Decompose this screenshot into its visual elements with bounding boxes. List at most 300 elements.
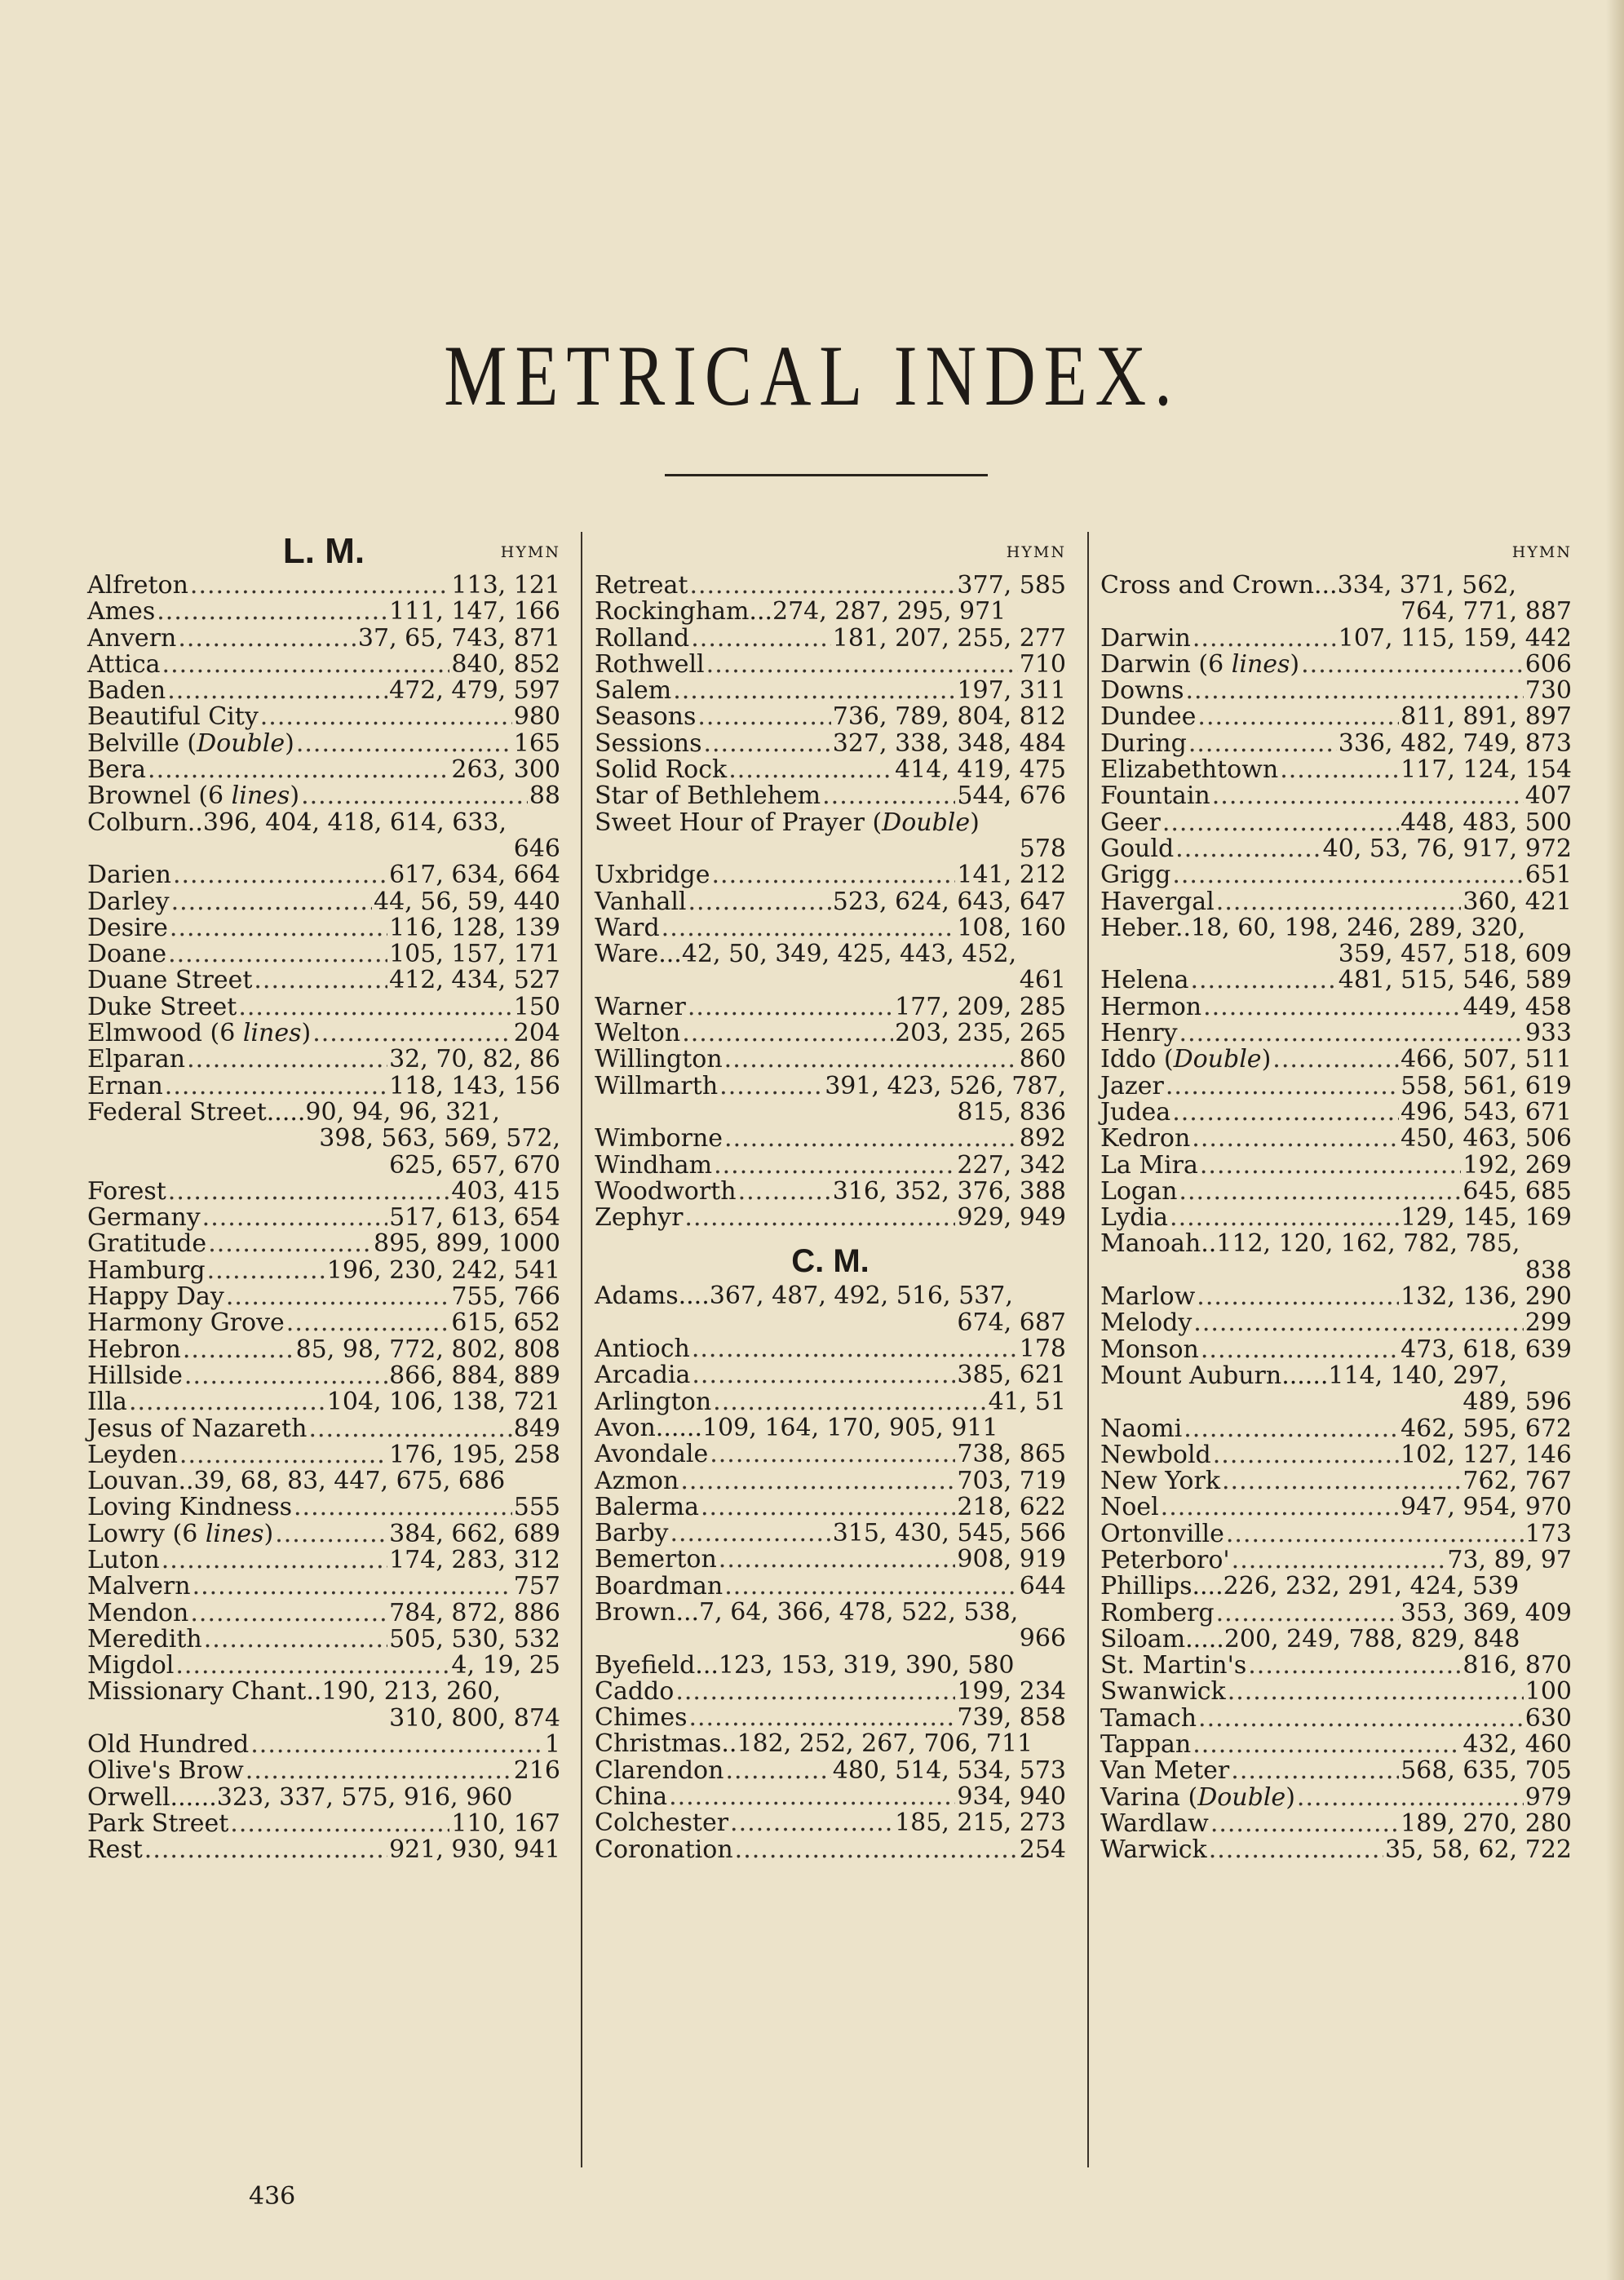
dot-leader (703, 731, 830, 757)
tune-note: Double (1197, 1782, 1286, 1812)
entry-continuation: 489, 596 (1462, 1388, 1572, 1417)
tune-entry (87, 862, 560, 888)
tune-name-text: Rothwell (595, 649, 705, 679)
tune-entry (1100, 1363, 1572, 1389)
tune-name-text: La Mira (1100, 1150, 1198, 1180)
hymn-numbers: 630 (1524, 1703, 1572, 1733)
dot-leader (1301, 652, 1524, 678)
tune-entry (87, 1284, 560, 1310)
dot-leader (738, 1179, 831, 1205)
tune-entry (595, 941, 1066, 967)
tune-name (595, 1389, 711, 1415)
dot-leader (230, 1811, 449, 1837)
hymn-numbers: 414, 419, 475 (895, 755, 1066, 785)
hymn-numbers: 908, 919 (957, 1545, 1066, 1574)
tune-entry (87, 1521, 560, 1547)
tune-name (87, 783, 299, 809)
tune-name-text: Boardman (595, 1571, 723, 1600)
tune-name-text: Mount Auburn......114, 140, 297, (1100, 1361, 1507, 1390)
tune-name-text: Attica (87, 649, 161, 679)
hymn-numbers: 449, 458 (1462, 992, 1572, 1021)
dot-leader (688, 1705, 955, 1731)
tune-entry (87, 1758, 560, 1784)
dot-leader (684, 1205, 955, 1231)
tune-entry (1100, 1150, 1572, 1180)
dot-leader (719, 1074, 823, 1100)
dot-leader (735, 1837, 1018, 1863)
hymn-numbers: 110, 167 (451, 1809, 560, 1838)
hymn-numbers: 88 (529, 781, 560, 811)
dot-leader (1200, 1153, 1462, 1179)
tune-entry (595, 1731, 1066, 1757)
tune-entry (595, 757, 1066, 783)
tune-name (87, 704, 259, 730)
tune-name-text: Sessions (595, 728, 702, 758)
tune-name (595, 1650, 1066, 1680)
tune-name (87, 599, 155, 625)
tune-name (87, 1547, 160, 1574)
tune-entry (1100, 704, 1572, 730)
dot-leader (246, 1758, 512, 1784)
tune-entry (595, 1047, 1066, 1073)
tune-entry (1100, 1047, 1572, 1073)
tune-name (1100, 623, 1191, 653)
hymn-numbers: 505, 530, 532 (389, 1624, 560, 1654)
hymn-numbers: 929, 949 (957, 1203, 1066, 1233)
hymn-numbers: 316, 352, 376, 388 (832, 1176, 1066, 1206)
dot-leader (1197, 1284, 1399, 1310)
tune-entry (595, 1468, 1066, 1494)
tune-name (1100, 915, 1572, 941)
tune-name-text: Old Hundred (87, 1730, 250, 1760)
tune-entry (87, 649, 560, 679)
tune-name (87, 915, 168, 941)
tune-name (595, 1441, 708, 1468)
tune-entry (595, 623, 1066, 653)
tune-name (1100, 1442, 1211, 1468)
tune-entry (87, 1732, 560, 1758)
tune-name (1100, 889, 1215, 915)
dot-leader (286, 1310, 450, 1336)
dot-leader (168, 1179, 450, 1205)
tune-entry (1100, 1284, 1572, 1310)
tune-entry (1100, 915, 1572, 941)
hymn-numbers: 892 (1019, 1124, 1066, 1153)
hymn-numbers: 189, 270, 280 (1401, 1809, 1572, 1838)
dot-leader (1248, 1653, 1461, 1679)
dot-leader (301, 783, 528, 809)
hymn-numbers: 947, 954, 970 (1401, 1493, 1572, 1522)
dot-leader (294, 1494, 512, 1521)
tune-name (595, 1494, 699, 1521)
tune-note: Double (882, 808, 971, 837)
tune-entry (87, 810, 560, 836)
hymn-numbers: 921, 930, 941 (389, 1835, 560, 1865)
dot-leader (1193, 1732, 1461, 1758)
entry-continuation: 461 (1019, 966, 1066, 995)
hymn-numbers: 568, 635, 705 (1401, 1756, 1572, 1786)
tune-name (87, 1653, 174, 1679)
tune-name-text: Alfreton (87, 571, 188, 600)
tune-name-text: Duane Street (87, 966, 253, 995)
hymn-numbers: 85, 98, 772, 802, 808 (295, 1335, 560, 1364)
hymn-numbers: 263, 300 (451, 755, 560, 785)
tune-entry (1100, 678, 1572, 704)
hymn-numbers: 840, 852 (451, 649, 560, 679)
tune-name (87, 1600, 188, 1627)
hymn-numbers: 606 (1524, 649, 1572, 679)
tune-name-text: Azmon (595, 1466, 679, 1495)
tune-entry (595, 1441, 1066, 1468)
dot-leader (1193, 626, 1337, 652)
tune-name (595, 1150, 713, 1180)
tune-name-text: St. Martin's (1100, 1651, 1247, 1680)
tune-entry (1100, 1782, 1572, 1812)
tune-name-text: Illa (87, 1388, 127, 1417)
tune-entry (595, 1336, 1066, 1362)
tune-name-text: Tamach (1100, 1703, 1197, 1733)
hymn-numbers: 173 (1524, 1519, 1572, 1548)
tune-name (87, 1255, 206, 1285)
tune-entry (1100, 757, 1572, 783)
tune-name (1100, 1758, 1229, 1784)
hymn-column-label: HYMN (1006, 543, 1066, 561)
tune-entry (595, 1571, 1066, 1600)
tune-name (1100, 1468, 1220, 1494)
tune-name (1100, 1521, 1224, 1547)
dot-leader (148, 757, 449, 783)
tune-note: lines (242, 1019, 302, 1048)
tune-name-text: Ernan (87, 1071, 163, 1100)
dot-leader (275, 1521, 387, 1547)
tune-name-text: Helena (1100, 966, 1189, 995)
tune-name-text: Hebron (87, 1335, 181, 1364)
tune-entry (595, 1150, 1066, 1180)
tune-name (1100, 1782, 1295, 1812)
hymn-numbers: 176, 195, 258 (389, 1440, 560, 1469)
tune-name (595, 1415, 1066, 1441)
dot-leader (1203, 994, 1461, 1020)
dot-leader (822, 783, 955, 809)
tune-entry (1100, 1310, 1572, 1336)
hymn-numbers: 739, 858 (957, 1703, 1066, 1733)
tune-name (87, 1782, 560, 1812)
tune-name (595, 1571, 723, 1600)
tune-name-text: Swanwick (1100, 1677, 1226, 1707)
tune-entry (1100, 1521, 1572, 1547)
hymn-numbers: 111, 147, 166 (389, 597, 560, 626)
tune-name (87, 1310, 285, 1336)
tune-name-text: Logan (1100, 1176, 1178, 1206)
tune-name (595, 1731, 1066, 1757)
tune-entry (87, 889, 560, 915)
dot-leader (296, 731, 512, 757)
tune-name-text: Melody (1100, 1308, 1193, 1338)
tune-entry (595, 1415, 1066, 1441)
hymn-numbers: 651 (1524, 861, 1572, 890)
tune-name (595, 1676, 675, 1706)
tune-name (1100, 783, 1210, 809)
tune-entry (87, 1097, 560, 1127)
hymn-numbers: 472, 479, 597 (389, 676, 560, 706)
hymn-numbers: 412, 434, 527 (389, 966, 560, 995)
tune-note-close: ) (1261, 1045, 1272, 1074)
dot-leader (190, 573, 450, 599)
tune-name (1100, 1337, 1199, 1363)
hymn-numbers: 254 (1019, 1835, 1066, 1864)
tune-name (595, 1597, 1066, 1627)
tune-entry (595, 783, 1066, 809)
tune-name (595, 783, 821, 809)
tune-name-text: Hermon (1100, 992, 1202, 1021)
tune-entry (87, 967, 560, 994)
hymn-numbers: 44, 56, 59, 440 (374, 887, 560, 916)
dot-leader (1272, 1047, 1399, 1073)
hymn-numbers: 432, 460 (1462, 1730, 1572, 1760)
hymn-numbers: 934, 940 (957, 1782, 1066, 1812)
hymn-numbers: 35, 58, 62, 722 (1385, 1835, 1572, 1865)
tune-name-text: Zephyr (595, 1203, 684, 1233)
tune-entry (1100, 1337, 1572, 1363)
tune-name-text: Bemerton (595, 1545, 717, 1574)
tune-name (87, 1284, 224, 1310)
tune-name-text: Star of Bethlehem (595, 781, 821, 811)
dot-leader (697, 704, 830, 730)
tune-name-text: Leyden (87, 1440, 178, 1469)
tune-name-text: Avon......109, 164, 170, 905, 911 (595, 1413, 998, 1442)
tune-name-text: Orwell......323, 337, 575, 916, 960 (87, 1782, 513, 1812)
dot-leader (706, 652, 1018, 678)
tune-entry (87, 1782, 560, 1812)
hymn-numbers: 448, 483, 500 (1401, 808, 1572, 837)
page-title: METRICAL INDEX. (444, 328, 1180, 423)
tune-entry (595, 1597, 1066, 1627)
tune-name (595, 1047, 723, 1073)
tune-entry (595, 649, 1066, 679)
tune-name-text: Colburn..396, 404, 418, 614, 633, (87, 808, 507, 837)
tune-name-text: Warner (595, 992, 686, 1021)
tune-name (595, 1810, 728, 1836)
tune-name-text: Baden (87, 676, 166, 706)
dot-leader (1190, 967, 1336, 994)
dot-leader (1280, 757, 1399, 783)
hymn-numbers: 480, 514, 534, 573 (832, 1755, 1066, 1785)
tune-name (87, 1097, 560, 1127)
tune-name-text: Willmarth (595, 1071, 719, 1100)
tune-name-text: Elizabethtown (1100, 755, 1279, 785)
tune-name-text: Loving Kindness (87, 1493, 292, 1522)
dot-leader (238, 994, 511, 1020)
tune-name (1100, 1494, 1159, 1521)
tune-name (87, 967, 252, 994)
tune-entry (1100, 1547, 1572, 1574)
dot-leader (179, 1442, 387, 1468)
tune-name-text: Louvan..39, 68, 83, 447, 675, 686 (87, 1467, 506, 1496)
tune-name (595, 704, 696, 730)
hymn-numbers: 104, 106, 138, 721 (326, 1388, 560, 1417)
tune-name-text: Desire (87, 913, 168, 942)
tune-name-text: Phillips....226, 232, 291, 424, 539 (1100, 1572, 1520, 1601)
dot-leader (1201, 1337, 1399, 1363)
tune-name-text: Avondale (595, 1440, 709, 1469)
tune-name-text: Rockingham...274, 287, 295, 971 (595, 597, 1007, 626)
hymn-numbers: 108, 160 (957, 913, 1066, 942)
tune-name (1100, 810, 1161, 836)
hymn-numbers: 41, 51 (988, 1387, 1066, 1416)
tune-name-text: Harmony Grove (87, 1308, 285, 1338)
tune-name (1100, 649, 1300, 679)
dot-leader (202, 1205, 387, 1231)
dot-leader (730, 1810, 893, 1836)
hymn-numbers: 391, 423, 526, 787, (825, 1071, 1066, 1100)
tune-entry (87, 783, 560, 809)
hymn-numbers: 353, 369, 409 (1401, 1598, 1572, 1627)
tune-name-text: Anvern (87, 623, 177, 653)
hymn-numbers: 315, 430, 545, 566 (832, 1519, 1066, 1548)
tune-entry (87, 1837, 560, 1863)
entry-continuation: 398, 563, 569, 572, (319, 1124, 560, 1153)
dot-leader (673, 678, 955, 704)
tune-name-text: Coronation (595, 1835, 733, 1864)
tune-name-text: Windham (595, 1150, 713, 1180)
tune-entry (1100, 967, 1572, 994)
tune-name (87, 1363, 183, 1389)
entry-continuation: 815, 836 (957, 1097, 1066, 1127)
tune-name (1100, 1020, 1178, 1047)
tune-entry (1100, 1126, 1572, 1152)
tune-entry (595, 1547, 1066, 1573)
tune-name-text: Wimborne (595, 1124, 723, 1153)
hymn-numbers: 336, 482, 749, 873 (1338, 728, 1572, 758)
tune-entry (87, 1811, 560, 1837)
tune-entry (87, 599, 560, 625)
tune-entry (87, 915, 560, 941)
tune-entry (595, 1205, 1066, 1231)
tune-name-text: Brownel (6 (87, 781, 232, 811)
tune-entry (87, 1363, 560, 1389)
tune-name (1100, 1231, 1572, 1257)
hymn-numbers: 555 (513, 1493, 560, 1522)
tune-name-text: Ortonville (1100, 1519, 1224, 1548)
tune-name-text: Luton (87, 1545, 160, 1574)
tune-name-text: Woodworth (595, 1176, 737, 1206)
hymn-numbers: 895, 899, 1000 (373, 1229, 560, 1259)
hymn-numbers: 204 (513, 1019, 560, 1048)
tune-entry (595, 889, 1066, 915)
hymn-numbers: 496, 543, 671 (1401, 1097, 1572, 1127)
tune-name-text: Christmas..182, 252, 267, 706, 711 (595, 1729, 1033, 1759)
dot-leader (714, 1153, 955, 1179)
tune-name-text: Caddo (595, 1676, 675, 1706)
dot-leader (728, 757, 893, 783)
hymn-numbers: 203, 235, 265 (895, 1019, 1066, 1048)
tune-entry (87, 704, 560, 730)
tune-name (595, 649, 705, 679)
dot-leader (680, 1468, 955, 1494)
tune-name-text: Barby (595, 1519, 669, 1548)
tune-name (595, 1784, 667, 1810)
tune-name (1100, 757, 1278, 783)
tune-name-text: Beautiful City (87, 702, 259, 732)
hymn-numbers: 933 (1524, 1019, 1572, 1048)
dot-leader (162, 1547, 387, 1574)
hymn-numbers: 150 (513, 992, 560, 1021)
tune-name (595, 1336, 690, 1362)
hymn-numbers: 199, 234 (957, 1676, 1066, 1706)
tune-name (87, 1337, 181, 1363)
dot-leader (1192, 1126, 1399, 1152)
tune-entry (595, 573, 1066, 599)
tune-name-text: Noel (1100, 1493, 1159, 1522)
tune-name-text: Colchester (595, 1809, 729, 1838)
tune-note: lines (1231, 649, 1290, 679)
dot-leader (173, 862, 387, 888)
tune-name-text: Newbold (1100, 1440, 1211, 1469)
tune-entry (87, 1389, 560, 1415)
tune-name-text: Hillside (87, 1361, 183, 1390)
tune-entry (1100, 1176, 1572, 1206)
hymn-numbers: 141, 212 (957, 861, 1066, 890)
tune-name-text: Missionary Chant..190, 213, 260, (87, 1677, 501, 1707)
hymn-numbers: 107, 115, 159, 442 (1338, 623, 1572, 653)
tune-entry (595, 728, 1066, 758)
tune-name (87, 1574, 191, 1600)
tune-entry (1100, 573, 1572, 599)
tune-entry (1100, 1653, 1572, 1679)
tune-entry (595, 810, 1066, 836)
hymn-numbers: 377, 585 (957, 571, 1066, 600)
tune-name-text: Welton (595, 1019, 681, 1048)
tune-entry (1100, 994, 1572, 1020)
tune-entry (1100, 1231, 1572, 1257)
dot-leader (701, 1494, 955, 1521)
dot-leader (1210, 1811, 1399, 1837)
tune-name (1100, 678, 1184, 704)
tune-name-text: Siloam.....200, 249, 788, 829, 848 (1100, 1624, 1520, 1654)
hymn-numbers: 615, 652 (451, 1308, 560, 1338)
tune-name (595, 889, 687, 915)
tune-entry (87, 1337, 560, 1363)
entry-continuation: 310, 800, 874 (389, 1703, 560, 1733)
tune-entry (1100, 1416, 1572, 1442)
hymn-numbers: 544, 676 (957, 781, 1066, 811)
tune-entry (595, 1389, 1066, 1415)
tune-name (87, 1494, 292, 1521)
tune-entry (87, 1494, 560, 1521)
dot-leader (689, 573, 955, 599)
tune-entry (1100, 728, 1572, 758)
dot-leader (312, 1020, 512, 1047)
tune-entry (595, 994, 1066, 1020)
dot-leader (308, 1416, 511, 1442)
dot-leader (691, 626, 830, 652)
tune-name-text: Gould (1100, 834, 1175, 863)
dot-leader (178, 626, 356, 652)
tune-name-text: Salem (595, 676, 672, 706)
metre-list-cm-continued (1100, 573, 1572, 1864)
hymn-numbers: 811, 891, 897 (1401, 702, 1572, 732)
tune-entry (1100, 862, 1572, 888)
tune-name-text: Darien (87, 861, 171, 890)
tune-note: Double (1173, 1045, 1262, 1074)
tune-name-text: Cross and Crown...334, 371, 562, (1100, 571, 1517, 600)
tune-name (87, 941, 166, 967)
tune-entry (87, 1574, 560, 1600)
dot-leader (725, 1758, 830, 1784)
dot-leader (254, 967, 387, 994)
entry-continuation: 838 (1524, 1255, 1572, 1285)
tune-name (1100, 862, 1170, 888)
